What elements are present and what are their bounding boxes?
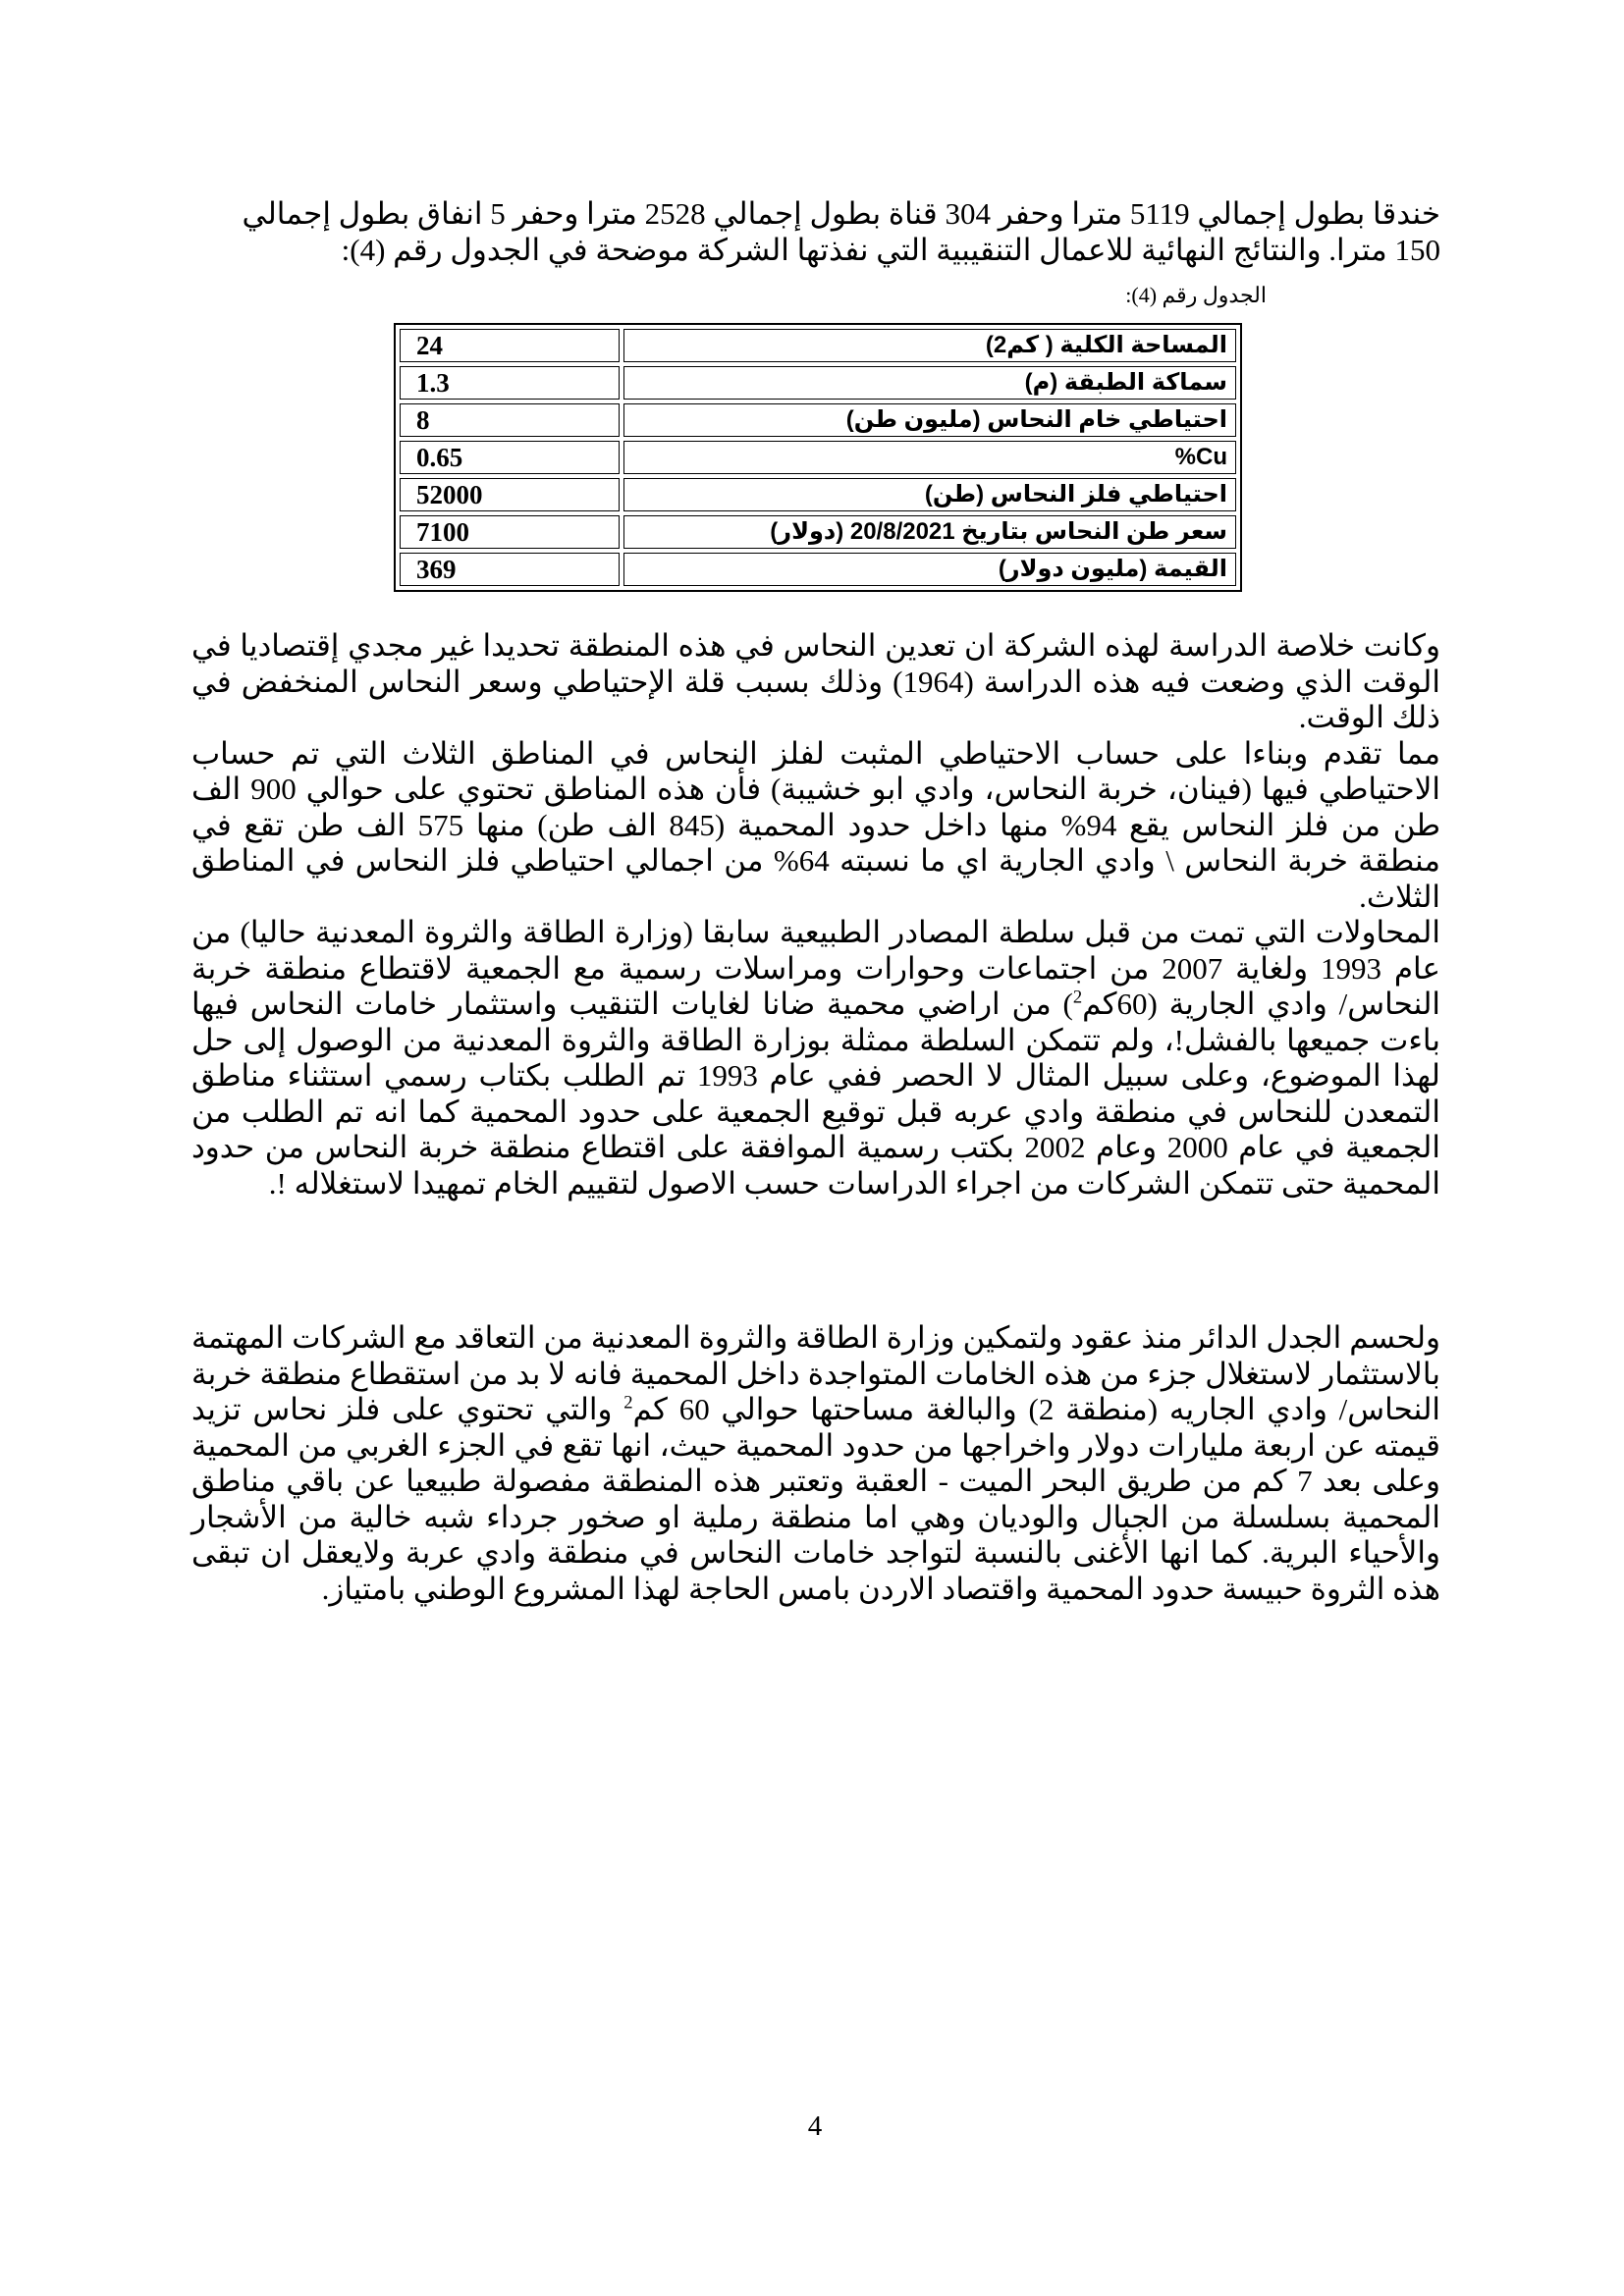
intro-line-2: 150 مترا. والنتائج النهائية للاعمال التنقيبية التي نفذتها الشركة موضحة في الجدول رقم (4):	[341, 232, 1440, 267]
paragraph-resolution	[191, 1320, 1440, 1607]
table-cell-label: سماكة الطبقة (م)	[623, 366, 1236, 400]
table-row	[400, 515, 1236, 549]
table-row	[400, 478, 1236, 511]
table-caption: الجدول رقم (4):	[1125, 283, 1267, 307]
table-cell-value: 52000	[400, 478, 620, 511]
table-cell-value: 8	[400, 403, 620, 437]
table-cell-label: احتياطي فلز النحاس (طن)	[623, 478, 1236, 511]
paragraph-resolution-part-2: والتي تحتوي على فلز نحاس تزيد قيمته عن اربعة مليارات دولار واخراجها من حدود المحمية حيث، انها تقع في الجزء الغربي من المحمية وعلى بعد 7 كم من طريق البحر الميت - العقبة وتعتبر هذه المنطقة مفصولة طبيعيا عن باقي مناطق المحمية بسلسلة من الجبال والوديان وهي اما منطقة رملية او صخور جرداء شبه خالية من الأشجار والأحياء البرية. كما انها الأغنى بالنسبة لتواجد خامات النحاس في منطقة وادي عربة ولايعقل ان تبقى هذه الثروة حبيسة حدود المحمية واقتصاد الاردن بامس الحاجة لهذا المشروع الوطني بامتياز.	[191, 1392, 1440, 1606]
table-cell-label: سعر طن النحاس بتاريخ 20/8/2021 (دولار)	[623, 515, 1236, 549]
table-row	[400, 329, 1236, 362]
superscript-2: 2	[623, 1392, 633, 1414]
table-row	[400, 553, 1236, 586]
table-row	[400, 366, 1236, 400]
table-cell-value: 0.65	[400, 441, 620, 474]
table-cell-label: المساحة الكلية ( كم2)	[623, 329, 1236, 362]
paragraph-study-conclusion: وكانت خلاصة الدراسة لهذه الشركة ان تعدين النحاس في هذه المنطقة تحديدا غير مجدي إقتصاديا في الوقت الذي وضعت فيه هذه الدراسة (1964) وذلك بسبب قلة الإحتياطي وسعر النحاس المنخفض في ذلك الوقت.	[191, 628, 1440, 734]
table-cell-value: 24	[400, 329, 620, 362]
table-cell-label: Cu%	[623, 441, 1236, 474]
table-row	[400, 441, 1236, 474]
table-cell-value: 369	[400, 553, 620, 586]
table-cell-value: 1.3	[400, 366, 620, 400]
intro-paragraph	[191, 196, 1440, 268]
page-number: 4	[807, 2110, 823, 2142]
paragraph-resolution-part-1: ولحسم الجدل الدائر منذ عقود ولتمكين وزارة الطاقة والثروة المعدنية من التعاقد مع الشركات المهتمة بالاستثمار لاستغلال جزء من هذه الخامات المتواجدة داخل المحمية فانه لا بد من استقطاع منطقة خربة النحاس/ وادي الجاريه (منطقة 2) والبالغة مساحتها حوالي 60 كم	[191, 1320, 1441, 1426]
paragraph-reserves: مما تقدم وبناءا على حساب الاحتياطي المثبت لفلز النحاس في المناطق الثلاث التي تم حساب الاحتياطي فيها (فينان، خربة النحاس، وادي ابو خشيبة) فأن هذه المناطق تحتوي على حوالي 900 الف طن من فلز النحاس يقع 94% منها داخل حدود المحمية (845 الف طن) منها 575 الف طن تقع في منطقة خربة النحاس \ وادي الجارية اي ما نسبته 64% من اجمالي احتياطي فلز النحاس في المناطق الثلاث.	[191, 735, 1441, 914]
paragraph-attempts	[191, 915, 1440, 1201]
table-cell-value: 7100	[400, 515, 620, 549]
body-paragraphs	[191, 628, 1440, 1201]
intro-line-1: خندقا بطول إجمالي 5119 مترا وحفر 304 قناة بطول إجمالي 2528 مترا وحفر 5 انفاق بطول إجمالي	[242, 196, 1440, 231]
paragraph-attempts-part-1: المحاولات التي تمت من قبل سلطة المصادر الطبيعية سابقا (وزارة الطاقة والثروة المعدنية حاليا) من عام 1993 ولغاية 2007 من اجتماعات وحوارات ومراسلات رسمية مع الجمعية لاقتطاع منطقة خربة النحاس/ وادي الجارية (60كم	[191, 915, 1440, 1021]
results-table	[394, 323, 1242, 592]
superscript-2: 2	[1072, 987, 1083, 1008]
results-table-body	[400, 329, 1236, 586]
paragraph-attempts-part-2: ) من اراضي محمية ضانا لغايات التنقيب واستثمار خامات النحاس فيها باءت جميعها بالفشل!، ولم تتمكن السلطة ممثلة بوزارة الطاقة والثروة المعدنية من الوصول إلى حل لهذا الموضوع، وعلى سبيل المثال لا الحصر ففي عام 1993 تم الطلب بكتاب رسمي استثناء مناطق التمعدن للنحاس في منطقة وادي عربه قبل توقيع الجمعية على حدود المحمية كما انه تم الطلب من الجمعية في عام 2000 وعام 2002 بكتب رسمية الموافقة على اقتطاع منطقة خربة النحاس من حدود المحمية حتى تتمكن الشركات من اجراء الدراسات حسب الاصول لتقييم الخام تمهيدا لاستغلاله !.	[191, 987, 1440, 1201]
table-cell-label: احتياطي خام النحاس (مليون طن)	[623, 403, 1236, 437]
table-cell-label: القيمة (مليون دولار)	[623, 553, 1236, 586]
table-row	[400, 403, 1236, 437]
